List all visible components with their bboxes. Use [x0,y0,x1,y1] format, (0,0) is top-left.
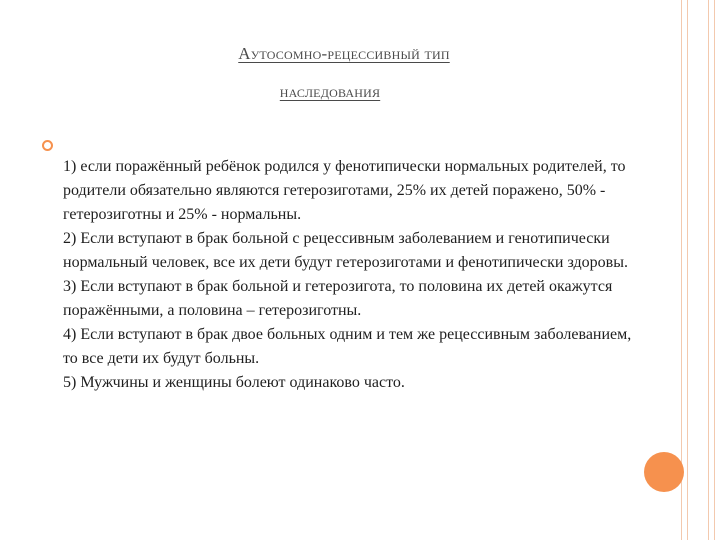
paragraph-2: 2) Если вступают в брак больной с рецессивным заболеванием и генотипически нормальный человек, все их дети будут гетерозиготами и фенотипически здоровы. [63,230,628,271]
paragraph-4: 4) Если вступают в брак двое больных одним и тем же рецессивным заболеванием, то все дети их будут больны. [63,326,632,367]
frame-line [708,0,709,540]
paragraph-1: 1) если поражённый ребёнок родился у фенотипически нормальных родителей, то родители обязательно являются гетерозиготами, 25% их детей поражено, 50% - гетерозиготны и 25% - нормальны. [63,158,626,223]
paragraph-3: 3) Если вступают в брак больной и гетерозигота, то половина их детей окажутся поражёнными, а половина – гетерозиготны. [63,278,613,319]
frame-line [687,0,688,540]
body-text [63,155,633,395]
slide-title [40,44,620,102]
title-line-1: Аутосомно-рецессивный тип [238,44,450,63]
title-line-2: наследования [279,82,381,101]
frame-line [681,0,682,540]
paragraph-5: 5) Мужчины и женщины болеют одинаково часто. [63,374,405,391]
frame-line [714,0,715,540]
bullet-circle-icon [42,140,53,151]
decorative-circle-icon [644,452,684,492]
